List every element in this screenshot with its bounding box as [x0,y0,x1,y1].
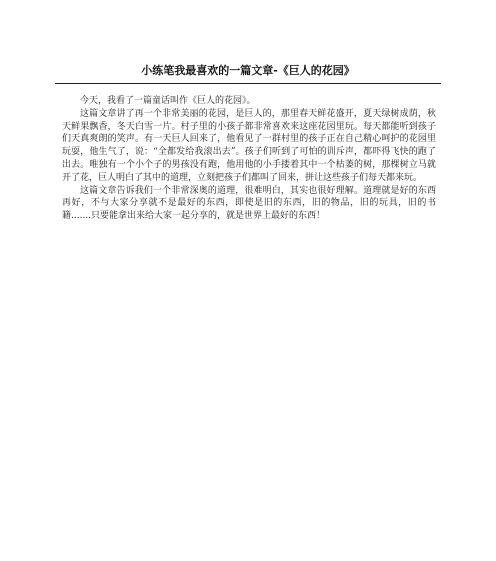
document-body [62,95,436,223]
document-title: 小练笔我最喜欢的一篇文章-《巨人的花园》 [141,64,355,77]
title-divider [55,83,441,84]
paragraph-intro: 今天，我看了一篇童话叫作《巨人的花园》。 [80,96,256,106]
paragraph-story: 这篇文章讲了再一个非常美丽的花园，是巨人的，那里春天鲜花盛开，夏天绿树成荫，秋天鲜果飘香，冬天白雪一片。村子里的小孩子都非常喜欢来这座花园里玩。每天都能听到孩子们天真爽朗的笑声。有一天巨人回来了，他看见了一群村里的孩子正在自己精心呵护的花园里玩耍，他生气了，说：“全都发给我滚出去”。孩子们听到了可怕的训斥声，都吓得飞快的跑了出去。唯独有一个小个子的男孩没有跑，他用他的小手搂着其中一个枯萎的树，那棵树立马就开了花，巨人明白了其中的道理，立刻把孩子们都叫了回来，拼让这些孩子们每天都来玩。 [62,108,436,183]
paragraph-lesson: 这篇文章告诉我们一个非常深奥的道理，很难明白，其实也很好理解。道理就是好的东西再好，不与大家分享就不是最好的东西，即使是旧的东西，旧的物品，旧的玩具，旧的书籍.......只要能拿出来给大家一起分享的，就是世界上最好的东西！ [62,185,436,222]
